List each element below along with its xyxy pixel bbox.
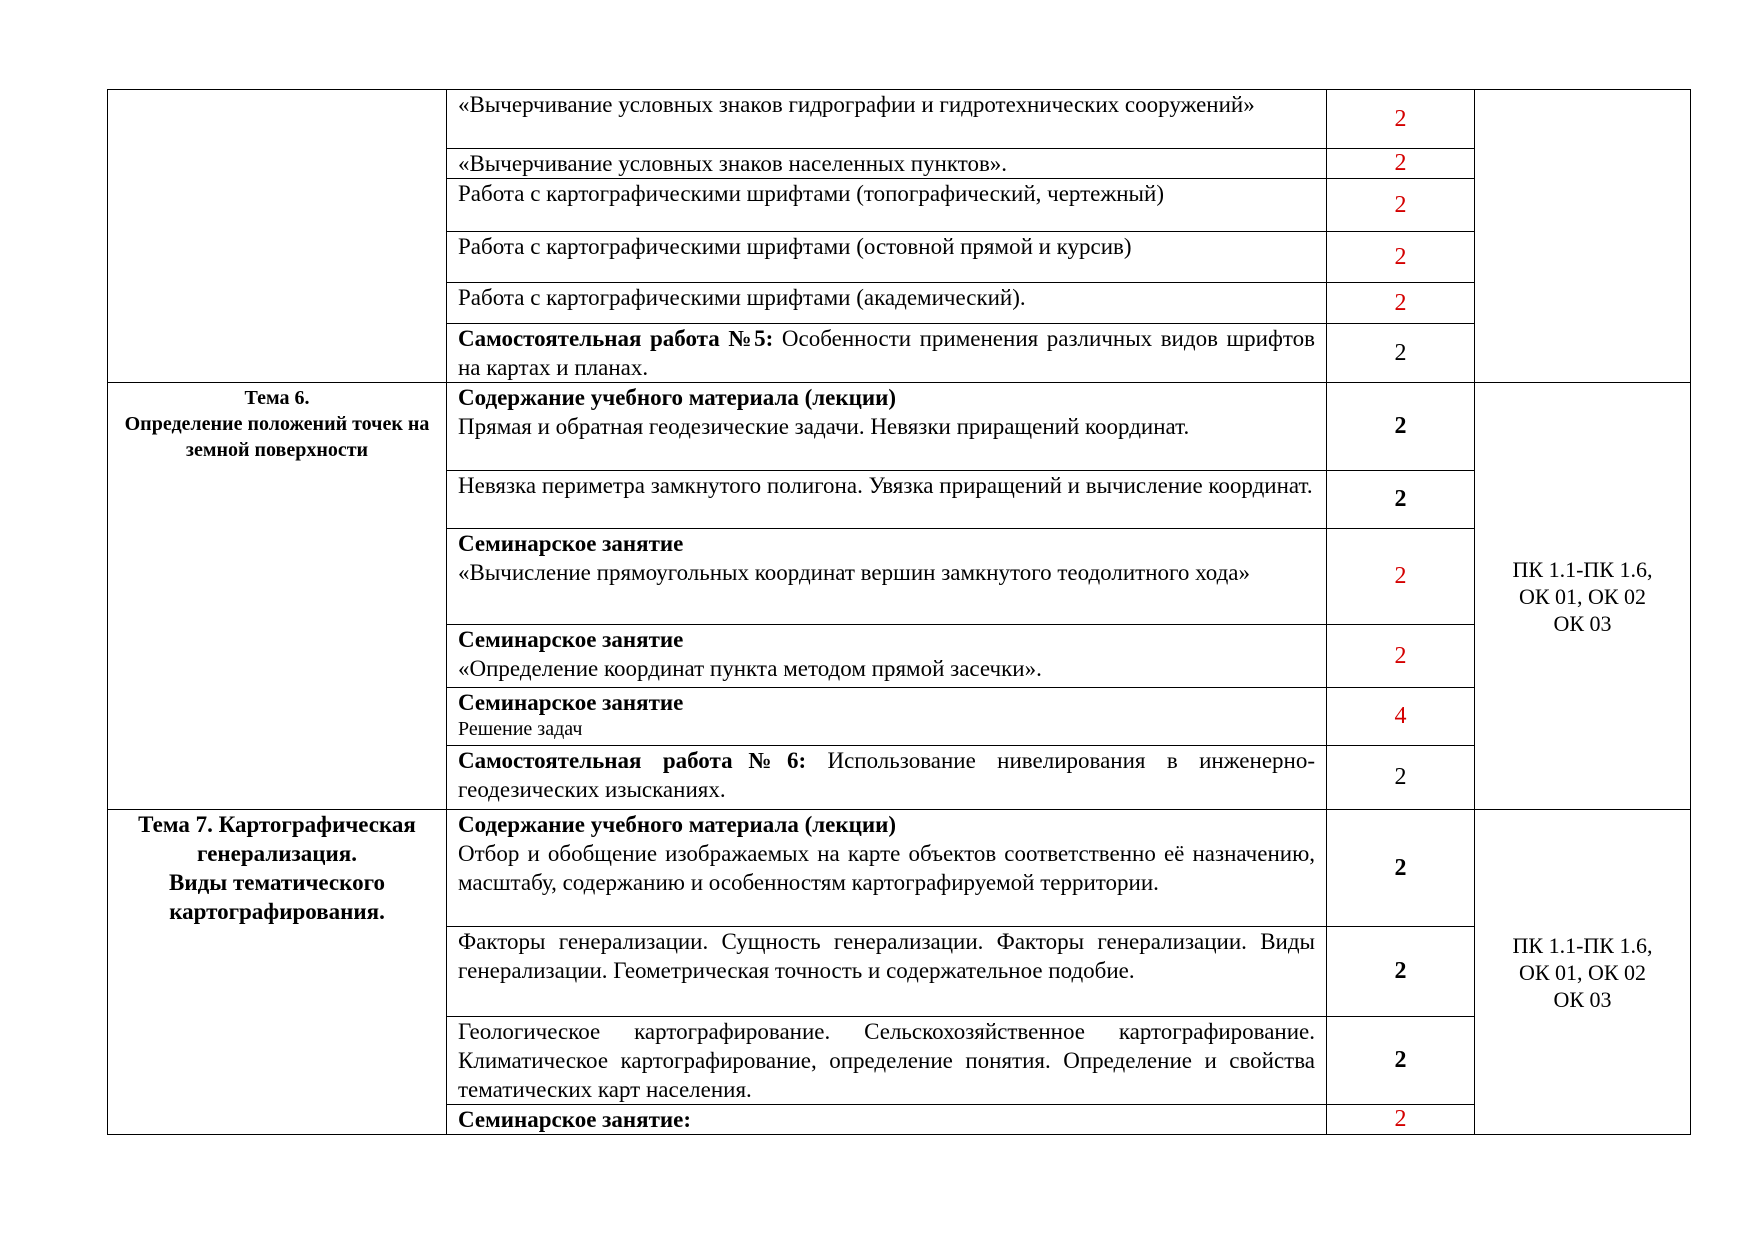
hours-cell: 2 [1327, 529, 1475, 625]
topic7-competencies-cell [1475, 810, 1691, 1135]
topic6-competencies-cell [1475, 383, 1691, 810]
hours-cell: 2 [1327, 232, 1475, 283]
competency-line: ОК 03 [1553, 610, 1612, 636]
hours-cell: 2 [1327, 625, 1475, 688]
lecture-text: Отбор и обобщение изображаемых на карте объектов соответственно её назначению, масштабу, содержанию и особенностям картографируемой территории. [458, 841, 1315, 895]
table-row [108, 810, 1691, 927]
competency-line: ПК 1.1-ПК 1.6, [1512, 556, 1653, 582]
topic7-title-text: Тема 7. Картографическая генерализация. [138, 812, 416, 866]
content-cell: «Вычерчивание условных знаков гидрографии и гидротехнических сооружений» [447, 90, 1327, 149]
independent-work-label: Самостоятельная работа №5: [458, 326, 774, 351]
seminar-label: Семинарское занятие: [447, 1105, 1327, 1135]
hours-cell: 2 [1327, 1105, 1475, 1135]
table-row [108, 383, 1691, 471]
competency-line: ПК 1.1-ПК 1.6, [1512, 932, 1653, 958]
content-cell [447, 688, 1327, 746]
competency-line: ОК 01, ОК 02 [1518, 959, 1647, 985]
seminar-label: Семинарское занятие [458, 531, 684, 556]
hours-cell: 2 [1327, 927, 1475, 1017]
content-cell [447, 383, 1327, 471]
curriculum-table [107, 89, 1691, 1135]
content-cell: Работа с картографическими шрифтами (остовной прямой и курсив) [447, 232, 1327, 283]
content-cell: Работа с картографическими шрифтами (академический). [447, 283, 1327, 324]
content-cell: «Вычерчивание условных знаков населенных пунктов». [447, 149, 1327, 179]
content-cell [447, 810, 1327, 927]
seminar-label: Семинарское занятие [458, 627, 684, 652]
topic7-subtitle-text: Виды тематического картографирования. [169, 870, 385, 924]
hours-cell: 2 [1327, 324, 1475, 383]
hours-cell: 2 [1327, 810, 1475, 927]
hours-cell: 2 [1327, 471, 1475, 529]
topic6-title-cell [108, 383, 447, 810]
content-cell [447, 625, 1327, 688]
hours-cell: 2 [1327, 179, 1475, 232]
competency-line: ОК 01, ОК 02 [1518, 583, 1647, 609]
content-cell: Работа с картографическими шрифтами (топографический, чертежный) [447, 179, 1327, 232]
content-cell: Факторы генерализации. Сущность генерализации. Факторы генерализации. Виды генерализации. Геометрическая точность и содержательное подобие. [447, 927, 1327, 1017]
content-cell [447, 324, 1327, 383]
seminar-label: Семинарское занятие [458, 690, 684, 715]
topic7-title-cell [108, 810, 447, 1135]
hours-cell: 2 [1327, 383, 1475, 471]
independent-work-text: Использование нивелирования в инженерно-геодезических изысканиях. [458, 748, 1315, 802]
hours-cell: 2 [1327, 149, 1475, 179]
lecture-heading: Содержание учебного материала (лекции) [458, 385, 897, 410]
hours-cell: 2 [1327, 283, 1475, 324]
topic6-title-text: Определение положений точек на земной поверхности [124, 413, 430, 461]
topic5-competencies-cell [1475, 90, 1691, 383]
hours-cell: 2 [1327, 90, 1475, 149]
content-cell [447, 746, 1327, 810]
seminar-text: Решение задач [458, 718, 583, 740]
seminar-text: «Вычисление прямоугольных координат вершин замкнутого теодолитного хода» [458, 560, 1251, 585]
hours-cell: 2 [1327, 1017, 1475, 1105]
competency-line: ОК 03 [1553, 986, 1612, 1012]
lecture-text: Прямая и обратная геодезические задачи. Невязки приращений координат. [458, 414, 1190, 439]
content-cell [447, 529, 1327, 625]
hours-cell: 4 [1327, 688, 1475, 746]
independent-work-text: Особенности применения различных видов шрифтов на картах и планах. [458, 326, 1315, 380]
seminar-text: «Определение координат пункта методом прямой засечки». [458, 656, 1042, 681]
table-row [108, 90, 1691, 149]
content-cell: Невязка периметра замкнутого полигона. Увязка приращений и вычисление координат. [447, 471, 1327, 529]
hours-cell: 2 [1327, 746, 1475, 810]
independent-work-label: Самостоятельная работа№6: [458, 748, 807, 773]
lecture-heading: Содержание учебного материала (лекции) [458, 812, 897, 837]
topic5-title-cell [108, 90, 447, 383]
content-cell: Геологическое картографирование. Сельскохозяйственное картографирование. Климатическое картографирование, определение понятия. Определение и свойства тематических карт населения. [447, 1017, 1327, 1105]
topic6-title-number: Тема 6. [244, 387, 310, 409]
